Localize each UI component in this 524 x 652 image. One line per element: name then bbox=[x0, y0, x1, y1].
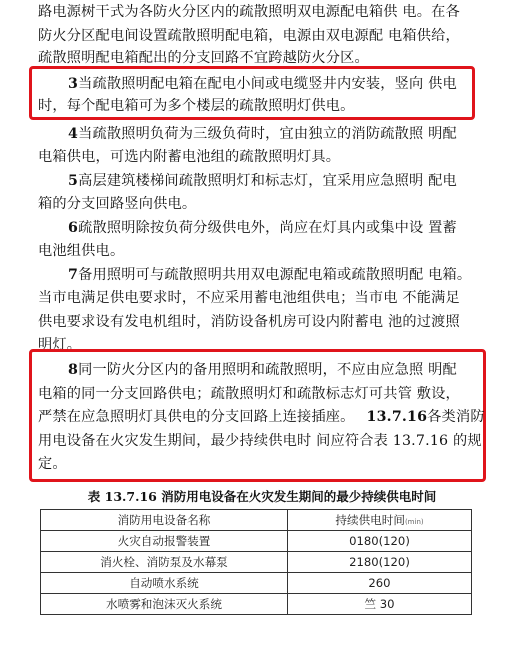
table-cell: 自动喷水系统 bbox=[41, 573, 288, 594]
item-number: 8 bbox=[68, 362, 79, 378]
clause-number: 13.7.16 bbox=[366, 409, 428, 425]
item-3-line-1 bbox=[68, 74, 524, 94]
item-number: 4 bbox=[68, 126, 79, 142]
item-6-line-2: 电池组供电。 bbox=[38, 243, 125, 259]
text-line: 疏散照明配电箱配出的分支回路不宜跨越防火分区。 bbox=[38, 50, 369, 66]
item-8-line-1 bbox=[68, 360, 524, 380]
item-7-line-4: 明灯。 bbox=[38, 337, 82, 353]
item-7-line-1 bbox=[68, 265, 524, 285]
item-4-line-1 bbox=[68, 124, 524, 144]
item-text: 高层建筑楼梯间疏散照明灯和标志灯，宜采用应急照明 配电 bbox=[78, 173, 457, 189]
power-duration-table bbox=[40, 509, 472, 615]
item-5-line-1 bbox=[68, 171, 524, 191]
table-row bbox=[41, 531, 472, 552]
table-header-cell: 消防用电设备名称 bbox=[41, 510, 288, 531]
item-8-line-2: 电箱的同一分支回路供电；疏散照明灯和疏散标志灯可共管 敷设， bbox=[38, 386, 460, 402]
item-4-line-2: 电箱供电，可选内附蓄电池组的疏散照明灯具。 bbox=[38, 149, 341, 165]
table-header-cell bbox=[288, 510, 472, 531]
text-line: 路电源树干式为各防火分区内的疏散照明双电源配电箱供 电。在各 bbox=[38, 4, 460, 20]
table-row bbox=[41, 594, 472, 615]
item-text: 疏散照明除按负荷分级供电外，尚应在灯具内或集中设 置蓄 bbox=[78, 220, 457, 236]
item-7-line-2: 当市电满足供电要求时，不应采用蓄电池组供电；当市电 不能满足 bbox=[38, 290, 460, 306]
item-6-line-1 bbox=[68, 218, 524, 238]
table-cell: 水喷雾和泡沫灭火系统 bbox=[41, 594, 288, 615]
item-number: 5 bbox=[68, 173, 79, 189]
item-text: 同一防火分区内的备用照明和疏散照明，不应由应急照 明配 bbox=[78, 362, 457, 378]
item-8-line-4: 用电设备在火灾发生期间，最少持续供电时 间应符合表 13.7.16 的规 bbox=[38, 433, 482, 449]
item-5-line-2: 箱的分支回路竖向供电。 bbox=[38, 196, 197, 212]
table-cell: 0180(120) bbox=[288, 531, 472, 552]
item-text: 备用照明可与疏散照明共用双电源配电箱或疏散照明配 电箱。 bbox=[78, 267, 472, 283]
item-number: 3 bbox=[68, 76, 79, 92]
table-header-row bbox=[41, 510, 472, 531]
item-8-line-3 bbox=[38, 407, 524, 427]
table-cell: 260 bbox=[288, 573, 472, 594]
table-cell: 竺 30 bbox=[288, 594, 472, 615]
item-text: 各类消防 bbox=[427, 409, 485, 425]
table-row bbox=[41, 552, 472, 573]
item-7-line-3: 供电要求设有发电机组时，消防设备机房可设内附蓄电 池的过渡照 bbox=[38, 314, 460, 330]
header-unit: (min) bbox=[404, 518, 424, 526]
item-text: 当疏散照明负荷为三级负荷时，宜由独立的消防疏散照 明配 bbox=[78, 126, 457, 142]
table-title: 表 13.7.16 消防用电设备在火灾发生期间的最少持续供电时间 bbox=[87, 489, 437, 504]
table-cell: 消火栓、消防泵及水幕泵 bbox=[41, 552, 288, 573]
item-number: 6 bbox=[68, 220, 79, 236]
table-cell: 火灾自动报警装置 bbox=[41, 531, 288, 552]
header-label: 持续供电时间 bbox=[335, 513, 405, 527]
item-text: 当疏散照明配电箱在配电小间或电缆竖井内安装，竖向 供电 bbox=[78, 76, 457, 92]
table-cell: 2180(120) bbox=[288, 552, 472, 573]
item-8-line-5: 定。 bbox=[38, 456, 67, 472]
item-text: 严禁在应急照明灯具供电的分支回路上连接插座。 bbox=[38, 409, 355, 425]
item-3-line-2: 时，每个配电箱可为多个楼层的疏散照明灯供电。 bbox=[38, 98, 355, 114]
item-number: 7 bbox=[68, 267, 79, 283]
text-line: 防火分区配电间设置疏散照明配电箱，电源由双电源配 电箱供给， bbox=[38, 28, 460, 44]
table-row bbox=[41, 573, 472, 594]
